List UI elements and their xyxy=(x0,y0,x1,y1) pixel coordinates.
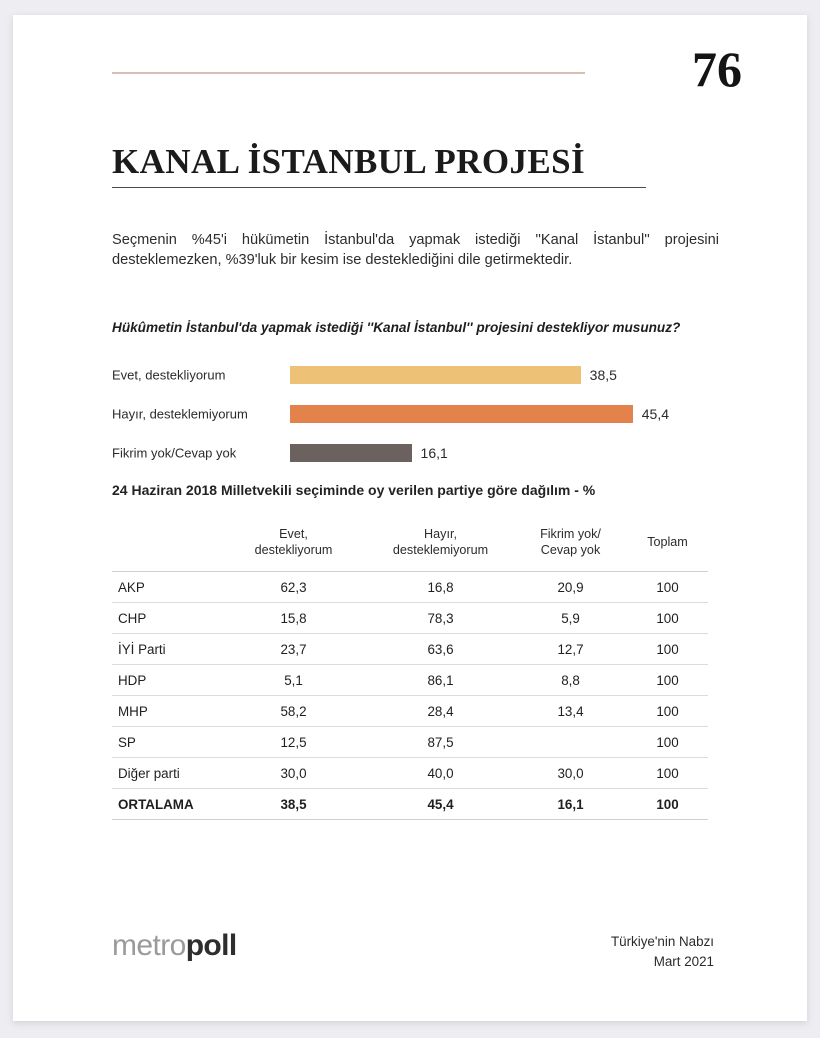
table-cell-fikrim-yok: 13,4 xyxy=(514,696,627,727)
bar-fill-fikrim-yok xyxy=(290,444,412,462)
bar-label: Fikrim yok/Cevap yok xyxy=(112,445,237,460)
table-cell-evet: 12,5 xyxy=(220,727,367,758)
table-cell-fikrim-yok: 30,0 xyxy=(514,758,627,789)
table-cell-fikrim-yok: 5,9 xyxy=(514,603,627,634)
footer-date: Mart 2021 xyxy=(653,954,714,970)
bar-row xyxy=(112,433,732,472)
table-cell-evet: 5,1 xyxy=(220,665,367,696)
table-row xyxy=(112,572,708,603)
bar-value-evet: 38,5 xyxy=(589,366,617,383)
col-header-party xyxy=(112,513,220,572)
table-cell-hayir: 16,8 xyxy=(367,572,514,603)
table-cell-fikrim-yok xyxy=(514,727,627,758)
bar-label: Evet, destekliyorum xyxy=(112,367,226,382)
table-cell-hayir: 78,3 xyxy=(367,603,514,634)
table-cell-fikrim-yok: 16,1 xyxy=(514,789,627,820)
bar-fill-evet xyxy=(290,366,581,384)
table-cell-toplam: 100 xyxy=(627,789,708,820)
table-cell-toplam: 100 xyxy=(627,665,708,696)
table-cell-hayir: 28,4 xyxy=(367,696,514,727)
col-header-fikrim-line1: Fikrim yok/ xyxy=(540,526,601,541)
table-row xyxy=(112,696,708,727)
table-row xyxy=(112,665,708,696)
table-cell-toplam: 100 xyxy=(627,696,708,727)
table-cell-evet: 30,0 xyxy=(220,758,367,789)
table-cell-evet: 62,3 xyxy=(220,572,367,603)
table-cell-fikrim-yok: 12,7 xyxy=(514,634,627,665)
bar-fill-hayir xyxy=(290,405,633,423)
table-cell-evet: 58,2 xyxy=(220,696,367,727)
col-header-fikrim-yok xyxy=(514,513,627,572)
page-footer xyxy=(13,931,807,991)
table-cell-evet: 38,5 xyxy=(220,789,367,820)
table-head xyxy=(112,513,708,572)
page-number: 76 xyxy=(692,41,742,97)
table-cell-evet: 23,7 xyxy=(220,634,367,665)
table-row xyxy=(112,727,708,758)
col-header-hayir-line1: Hayır, xyxy=(424,526,457,541)
table-row xyxy=(112,634,708,665)
table-row xyxy=(112,789,708,820)
bar-value-hayir: 45,4 xyxy=(641,405,670,422)
metropoll-logo xyxy=(112,931,237,961)
title-block xyxy=(112,143,646,188)
intro-paragraph: Seçmenin %45'i hükümetin İstanbul'da yapmak istediği ''Kanal İstanbul'' projesini desteklemezken, %39'luk bir kesim ise desteklediğini dile getirmektedir. xyxy=(112,231,719,269)
bar-value-fikrim-yok: 16,1 xyxy=(420,444,448,461)
table-cell-party: MHP xyxy=(112,696,220,727)
survey-question: Hükûmetin İstanbul'da yapmak istediği ''Kanal İstanbul'' projesini destekliyor musunuz? xyxy=(112,319,681,335)
footer-series-name: Türkiye'nin Nabzı xyxy=(610,934,714,949)
bar-track xyxy=(290,366,730,384)
bar-label: Hayır, desteklemiyorum xyxy=(112,406,248,421)
table-cell-toplam: 100 xyxy=(627,758,708,789)
col-header-toplam: Toplam xyxy=(627,513,708,572)
table-cell-toplam: 100 xyxy=(627,603,708,634)
table-cell-toplam: 100 xyxy=(627,634,708,665)
table-row xyxy=(112,603,708,634)
table-cell-party: HDP xyxy=(112,665,220,696)
table-cell-party: SP xyxy=(112,727,220,758)
page-header xyxy=(13,15,807,125)
header-rule xyxy=(112,72,585,74)
table-cell-party: Diğer parti xyxy=(112,758,220,789)
col-header-evet-line1: Evet, xyxy=(279,526,308,541)
table-caption: 24 Haziran 2018 Milletvekili seçiminde oy verilen partiye göre dağılım - % xyxy=(112,482,596,498)
table-row xyxy=(112,758,708,789)
table-cell-toplam: 100 xyxy=(627,727,708,758)
table-cell-toplam: 100 xyxy=(627,572,708,603)
table-cell-evet: 15,8 xyxy=(220,603,367,634)
col-header-evet xyxy=(220,513,367,572)
footer-meta xyxy=(611,932,714,972)
table-cell-fikrim-yok: 20,9 xyxy=(514,572,627,603)
bar-row xyxy=(112,355,732,394)
page-title: KANAL İSTANBUL PROJESİ xyxy=(112,142,585,181)
table-header-row xyxy=(112,513,708,572)
report-page xyxy=(13,15,807,1021)
table-cell-hayir: 63,6 xyxy=(367,634,514,665)
table-cell-party: ORTALAMA xyxy=(112,789,220,820)
col-header-hayir xyxy=(367,513,514,572)
col-header-hayir-line2: desteklemiyorum xyxy=(392,543,489,557)
table-cell-hayir: 45,4 xyxy=(367,789,514,820)
table-body xyxy=(112,572,708,820)
logo-part-poll: poll xyxy=(185,929,237,962)
table-cell-fikrim-yok: 8,8 xyxy=(514,665,627,696)
bar-chart xyxy=(112,355,732,472)
table-cell-hayir: 86,1 xyxy=(367,665,514,696)
logo-part-metro: metro xyxy=(112,929,186,962)
bar-track xyxy=(290,444,730,462)
table-cell-party: İYİ Parti xyxy=(112,634,220,665)
col-header-evet-line2: destekliyorum xyxy=(254,543,333,557)
breakdown-table xyxy=(112,513,708,820)
table-cell-party: CHP xyxy=(112,603,220,634)
col-header-fikrim-line2: Cevap yok xyxy=(540,543,601,557)
table-cell-party: AKP xyxy=(112,572,220,603)
table-cell-hayir: 40,0 xyxy=(367,758,514,789)
table-cell-hayir: 87,5 xyxy=(367,727,514,758)
title-underline xyxy=(112,187,646,189)
bar-row xyxy=(112,394,732,433)
